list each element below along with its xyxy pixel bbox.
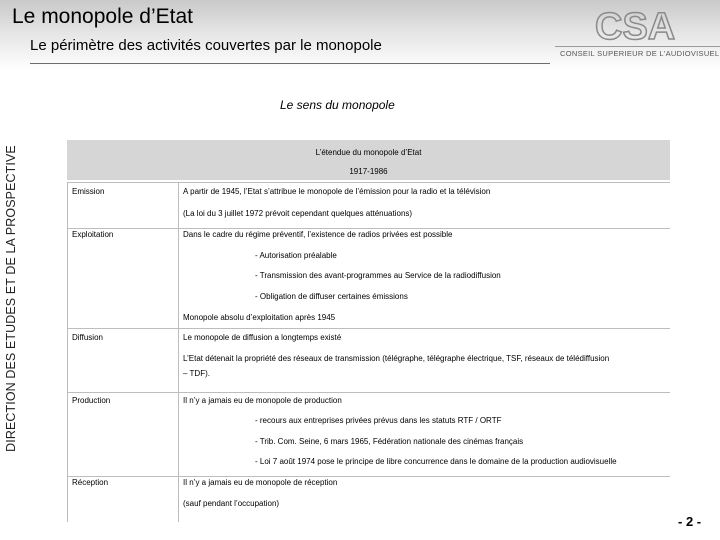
production-bullet: - recours aux entreprises privées prévus dans les statuts RTF / ORTF	[255, 416, 502, 425]
production-bullet: - Loi 7 août 1974 pose le principe de libre concurrence dans le domaine de la production audiovisuelle	[255, 457, 617, 466]
table-row-separator	[67, 392, 670, 393]
reception-line: Il n’y a jamais eu de monopole de réception	[183, 478, 338, 487]
diffusion-line: – TDF).	[183, 369, 210, 378]
row-label-reception: Réception	[72, 478, 109, 487]
table-header	[67, 140, 670, 180]
row-label-exploitation: Exploitation	[72, 230, 114, 239]
logo-letters: CSA	[595, 6, 676, 48]
diffusion-line: L’Etat détenait la propriété des réseaux de transmission (télégraphe, télégraphe électrique, TSF, réseaux de télédiffusion	[183, 354, 610, 363]
exploitation-bullet: - Autorisation préalable	[255, 251, 337, 260]
page-subtitle: Le périmètre des activités couvertes par le monopole	[30, 37, 382, 54]
page-number: - 2 -	[678, 514, 702, 529]
exploitation-line: Dans le cadre du régime préventif, l’existence de radios privées est possible	[183, 230, 453, 239]
page-title: Le monopole d’Etat	[12, 5, 193, 28]
table-row-separator	[67, 328, 670, 329]
table-row-separator	[67, 228, 670, 229]
table-row-separator	[67, 182, 670, 183]
table-border-left	[67, 182, 68, 522]
header-rule	[30, 63, 550, 64]
side-label: DIRECTION DES ETUDES ET DE LA PROSPECTIVE	[4, 145, 18, 452]
exploitation-line: Monopole absolu d’exploitation après 1945	[183, 313, 336, 322]
table-column-separator	[178, 182, 179, 522]
table-row-separator	[67, 476, 670, 477]
exploitation-bullet: - Obligation de diffuser certaines émissions	[255, 292, 408, 301]
production-line: Il n’y a jamais eu de monopole de production	[183, 396, 342, 405]
slide-heading: Le sens du monopole	[280, 98, 395, 112]
table-header-title: L’étendue du monopole d’Etat	[315, 148, 422, 157]
table-header-period: 1917-1986	[349, 167, 388, 176]
logo-caption: CONSEIL SUPERIEUR DE L'AUDIOVISUEL	[560, 49, 720, 58]
row-label-production: Production	[72, 396, 111, 405]
reception-line: (sauf pendant l’occupation)	[183, 499, 280, 508]
exploitation-bullet: - Transmission des avant-programmes au Service de la radiodiffusion	[255, 271, 501, 280]
emission-line: A partir de 1945, l’Etat s’attribue le monopole de l’émission pour la radio et la télévision	[183, 187, 491, 196]
row-label-diffusion: Diffusion	[72, 333, 103, 342]
production-bullet: - Trib. Com. Seine, 6 mars 1965, Fédération nationale des cinémas français	[255, 437, 524, 446]
row-label-emission: Emission	[72, 187, 105, 196]
emission-line: (La loi du 3 juillet 1972 prévoit cependant quelques atténuations)	[183, 209, 413, 218]
diffusion-line: Le monopole de diffusion a longtemps existé	[183, 333, 342, 342]
